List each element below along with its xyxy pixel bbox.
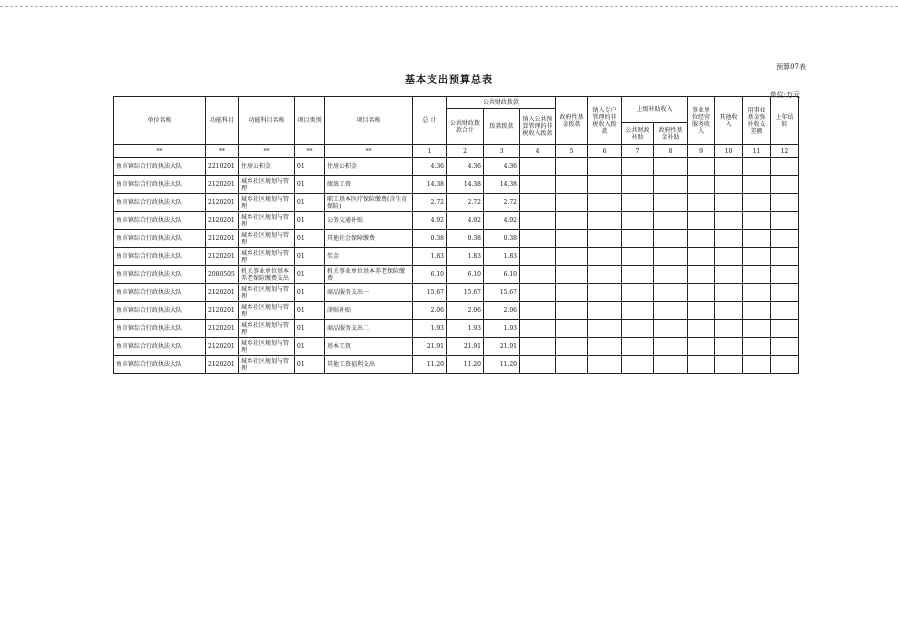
item-type-cell: 01 (295, 356, 325, 374)
func-code-cell: 2120201 (206, 356, 239, 374)
public-subtotal-cell: 6.10 (447, 266, 484, 284)
item-name-cell: 基本工资 (325, 338, 413, 356)
empty-cell (622, 356, 654, 374)
table-row (114, 338, 799, 356)
unit-name-cell: 鱼市镇综合行政执法大队 (114, 302, 206, 320)
empty-cell (520, 284, 556, 302)
empty-cell (654, 212, 688, 230)
empty-cell (715, 248, 743, 266)
empty-cell (588, 302, 622, 320)
unit-name-cell: 鱼市镇综合行政执法大队 (114, 356, 206, 374)
empty-cell (520, 230, 556, 248)
func-code-cell: 2120201 (206, 248, 239, 266)
func-code-cell: 2120201 (206, 230, 239, 248)
empty-cell (520, 356, 556, 374)
empty-cell (743, 320, 771, 338)
total-cell: 4.92 (413, 212, 447, 230)
empty-cell (520, 302, 556, 320)
header-fund-balance: 用事业基金弥补收支差额 (743, 97, 771, 145)
empty-cell (771, 212, 799, 230)
empty-cell (622, 176, 654, 194)
appropriation-cell: 2.06 (484, 302, 520, 320)
empty-cell (622, 230, 654, 248)
total-cell: 1.83 (413, 248, 447, 266)
total-cell: 6.10 (413, 266, 447, 284)
empty-cell (743, 248, 771, 266)
index-cell: 1 (413, 145, 447, 158)
public-subtotal-cell: 1.93 (447, 320, 484, 338)
empty-cell (688, 302, 715, 320)
table-row (114, 320, 799, 338)
empty-cell (520, 266, 556, 284)
func-code-cell: 2080505 (206, 266, 239, 284)
header-other-income: 其他收入 (715, 97, 743, 145)
empty-cell (743, 302, 771, 320)
empty-cell (556, 248, 588, 266)
table-row (114, 248, 799, 266)
public-subtotal-cell: 4.92 (447, 212, 484, 230)
table-row (114, 302, 799, 320)
index-cell: ** (239, 145, 295, 158)
empty-cell (715, 176, 743, 194)
empty-cell (688, 176, 715, 194)
index-cell: ** (325, 145, 413, 158)
empty-cell (654, 176, 688, 194)
empty-cell (556, 302, 588, 320)
item-type-cell: 01 (295, 248, 325, 266)
page-title: 基本支出预算总表 (405, 75, 493, 86)
public-subtotal-cell: 0.38 (447, 230, 484, 248)
empty-cell (688, 248, 715, 266)
empty-cell (556, 356, 588, 374)
empty-cell (688, 266, 715, 284)
empty-cell (654, 194, 688, 212)
empty-cell (688, 338, 715, 356)
index-cell: 5 (556, 145, 588, 158)
empty-cell (715, 284, 743, 302)
item-name-cell: 津贴补贴 (325, 302, 413, 320)
func-name-cell: 城乡社区规划与管理 (239, 248, 295, 266)
header-appropriation: 拨款拨款 (484, 109, 520, 145)
index-cell: 10 (715, 145, 743, 158)
total-cell: 15.67 (413, 284, 447, 302)
table-row (114, 158, 799, 176)
empty-cell (771, 302, 799, 320)
item-name-cell: 职工基本医疗保险缴费(含生育保险) (325, 194, 413, 212)
empty-cell (588, 320, 622, 338)
empty-cell (771, 194, 799, 212)
empty-cell (588, 212, 622, 230)
empty-cell (520, 338, 556, 356)
appropriation-cell: 6.10 (484, 266, 520, 284)
header-func-code: 功能科目 (206, 97, 239, 145)
unit-label: 单位:万元 (769, 91, 800, 99)
empty-cell (771, 284, 799, 302)
item-type-cell: 01 (295, 284, 325, 302)
appropriation-cell: 0.38 (484, 230, 520, 248)
public-subtotal-cell: 2.06 (447, 302, 484, 320)
empty-cell (588, 284, 622, 302)
empty-cell (715, 230, 743, 248)
table-row (114, 176, 799, 194)
unit-name-cell: 鱼市镇综合行政执法大队 (114, 266, 206, 284)
index-cell: 8 (654, 145, 688, 158)
item-name-cell: 其他工资福利支出 (325, 356, 413, 374)
empty-cell (556, 176, 588, 194)
empty-cell (654, 266, 688, 284)
func-name-cell: 城乡社区规划与管理 (239, 176, 295, 194)
empty-cell (715, 266, 743, 284)
public-subtotal-cell: 2.72 (447, 194, 484, 212)
appropriation-cell: 14.38 (484, 176, 520, 194)
total-cell: 0.38 (413, 230, 447, 248)
header-superior-public: 公共财政补助 (622, 123, 654, 145)
func-name-cell: 城乡社区规划与管理 (239, 194, 295, 212)
appropriation-cell: 21.91 (484, 338, 520, 356)
empty-cell (715, 320, 743, 338)
empty-cell (556, 338, 588, 356)
empty-cell (588, 338, 622, 356)
total-cell: 2.72 (413, 194, 447, 212)
item-name-cell: 商品服务支出二 (325, 320, 413, 338)
empty-cell (588, 266, 622, 284)
item-name-cell: 奖金 (325, 248, 413, 266)
index-cell: ** (114, 145, 206, 158)
item-type-cell: 01 (295, 176, 325, 194)
item-name-cell: 机关事业单位基本养老保险缴费 (325, 266, 413, 284)
empty-cell (715, 158, 743, 176)
func-name-cell: 城乡社区规划与管理 (239, 356, 295, 374)
item-name-cell: 其他社会保障缴费 (325, 230, 413, 248)
empty-cell (622, 266, 654, 284)
empty-cell (520, 194, 556, 212)
empty-cell (622, 320, 654, 338)
empty-cell (588, 356, 622, 374)
appropriation-cell: 11.20 (484, 356, 520, 374)
empty-cell (556, 266, 588, 284)
item-name-cell: 商品服务支出一 (325, 284, 413, 302)
public-subtotal-cell: 1.83 (447, 248, 484, 266)
empty-cell (622, 158, 654, 176)
total-cell: 21.91 (413, 338, 447, 356)
table-row (114, 230, 799, 248)
empty-cell (520, 158, 556, 176)
func-name-cell: 城乡社区规划与管理 (239, 212, 295, 230)
index-cell: 3 (484, 145, 520, 158)
empty-cell (556, 194, 588, 212)
empty-cell (715, 212, 743, 230)
func-name-cell: 城乡社区规划与管理 (239, 320, 295, 338)
header-gov-fund: 政府性基金拨款 (556, 97, 588, 145)
empty-cell (743, 158, 771, 176)
func-code-cell: 2120201 (206, 320, 239, 338)
empty-cell (715, 356, 743, 374)
appropriation-cell: 4.92 (484, 212, 520, 230)
table-body (114, 158, 799, 374)
table-row (114, 356, 799, 374)
table-row (114, 266, 799, 284)
unit-name-cell: 鱼市镇综合行政执法大队 (114, 212, 206, 230)
empty-cell (520, 212, 556, 230)
doc-code: 预算07表 (776, 63, 806, 71)
header-unit-name: 单位名称 (114, 97, 206, 145)
func-name-cell: 机关事业单位基本养老保险缴费支出 (239, 266, 295, 284)
empty-cell (622, 284, 654, 302)
func-code-cell: 2120201 (206, 194, 239, 212)
func-code-cell: 2120201 (206, 212, 239, 230)
empty-cell (688, 284, 715, 302)
empty-cell (771, 248, 799, 266)
unit-name-cell: 鱼市镇综合行政执法大队 (114, 320, 206, 338)
empty-cell (556, 212, 588, 230)
index-cell: 9 (688, 145, 715, 158)
public-subtotal-cell: 15.67 (447, 284, 484, 302)
empty-cell (520, 176, 556, 194)
empty-cell (622, 194, 654, 212)
empty-cell (743, 356, 771, 374)
index-cell: 6 (588, 145, 622, 158)
empty-cell (743, 212, 771, 230)
table-row (114, 212, 799, 230)
empty-cell (622, 338, 654, 356)
empty-cell (688, 320, 715, 338)
public-subtotal-cell: 14.38 (447, 176, 484, 194)
empty-cell (654, 356, 688, 374)
appropriation-cell: 15.67 (484, 284, 520, 302)
unit-name-cell: 鱼市镇综合行政执法大队 (114, 248, 206, 266)
empty-cell (588, 176, 622, 194)
header-superior-subsidy: 上级补助收入 (622, 97, 688, 123)
item-type-cell: 01 (295, 338, 325, 356)
total-cell: 4.36 (413, 158, 447, 176)
unit-name-cell: 鱼市镇综合行政执法大队 (114, 230, 206, 248)
public-subtotal-cell: 11.20 (447, 356, 484, 374)
empty-cell (688, 356, 715, 374)
header-public-subtotal: 公共财政拨款合计 (447, 109, 484, 145)
empty-cell (743, 266, 771, 284)
func-name-cell: 住房公积金 (239, 158, 295, 176)
header-superior-fund: 政府性基金补助 (654, 123, 688, 145)
empty-cell (688, 212, 715, 230)
index-cell: ** (206, 145, 239, 158)
appropriation-cell: 2.72 (484, 194, 520, 212)
empty-cell (715, 194, 743, 212)
empty-cell (654, 338, 688, 356)
empty-cell (556, 284, 588, 302)
empty-cell (771, 176, 799, 194)
empty-cell (654, 302, 688, 320)
empty-cell (771, 230, 799, 248)
empty-cell (588, 248, 622, 266)
empty-cell (771, 158, 799, 176)
func-code-cell: 2210201 (206, 158, 239, 176)
empty-cell (743, 176, 771, 194)
empty-cell (588, 230, 622, 248)
empty-cell (556, 230, 588, 248)
func-code-cell: 2120201 (206, 302, 239, 320)
empty-cell (743, 338, 771, 356)
empty-cell (688, 158, 715, 176)
public-subtotal-cell: 21.91 (447, 338, 484, 356)
empty-cell (588, 158, 622, 176)
item-type-cell: 01 (295, 212, 325, 230)
empty-cell (771, 338, 799, 356)
empty-cell (743, 230, 771, 248)
budget-table (113, 96, 799, 374)
header-fiscal-special: 纳入专户管理的非税收入拨款 (588, 97, 622, 145)
item-type-cell: 01 (295, 158, 325, 176)
index-row (114, 145, 799, 158)
empty-cell (622, 212, 654, 230)
empty-cell (556, 320, 588, 338)
index-cell: 11 (743, 145, 771, 158)
unit-name-cell: 鱼市镇综合行政执法大队 (114, 338, 206, 356)
empty-cell (556, 158, 588, 176)
item-type-cell: 01 (295, 266, 325, 284)
func-name-cell: 城乡社区规划与管理 (239, 284, 295, 302)
index-cell: 7 (622, 145, 654, 158)
header-item-name: 项目名称 (325, 97, 413, 145)
header-public-budget: 公共财政拨款 (447, 97, 556, 109)
index-cell: 2 (447, 145, 484, 158)
func-code-cell: 2120201 (206, 176, 239, 194)
empty-cell (654, 230, 688, 248)
scan-edge-line (0, 6, 898, 7)
header-special-account: 纳入公共预算管理的非税收入拨款 (520, 109, 556, 145)
total-cell: 11.20 (413, 356, 447, 374)
appropriation-cell: 1.83 (484, 248, 520, 266)
total-cell: 2.06 (413, 302, 447, 320)
empty-cell (715, 302, 743, 320)
total-cell: 1.93 (413, 320, 447, 338)
item-name-cell: 绩效工资 (325, 176, 413, 194)
empty-cell (520, 320, 556, 338)
empty-cell (771, 320, 799, 338)
header-carryover: 上年结转 (771, 97, 799, 145)
empty-cell (654, 284, 688, 302)
index-cell: 4 (520, 145, 556, 158)
empty-cell (622, 302, 654, 320)
header-business-income: 事业单位经营服务收入 (688, 97, 715, 145)
func-code-cell: 2120201 (206, 338, 239, 356)
empty-cell (715, 338, 743, 356)
empty-cell (771, 266, 799, 284)
empty-cell (688, 194, 715, 212)
unit-name-cell: 鱼市镇综合行政执法大队 (114, 284, 206, 302)
empty-cell (654, 158, 688, 176)
item-type-cell: 01 (295, 320, 325, 338)
item-type-cell: 01 (295, 302, 325, 320)
empty-cell (622, 248, 654, 266)
empty-cell (654, 248, 688, 266)
table-row (114, 194, 799, 212)
item-type-cell: 01 (295, 230, 325, 248)
appropriation-cell: 4.36 (484, 158, 520, 176)
index-cell: 12 (771, 145, 799, 158)
unit-name-cell: 鱼市镇综合行政执法大队 (114, 158, 206, 176)
header-total: 总 计 (413, 97, 447, 145)
empty-cell (743, 284, 771, 302)
appropriation-cell: 1.93 (484, 320, 520, 338)
empty-cell (743, 194, 771, 212)
header-item-type: 项目类别 (295, 97, 325, 145)
header-func-name: 功能科目名称 (239, 97, 295, 145)
empty-cell (520, 248, 556, 266)
empty-cell (654, 320, 688, 338)
unit-name-cell: 鱼市镇综合行政执法大队 (114, 194, 206, 212)
func-code-cell: 2120201 (206, 284, 239, 302)
item-name-cell: 公务交通补贴 (325, 212, 413, 230)
func-name-cell: 城乡社区规划与管理 (239, 230, 295, 248)
empty-cell (588, 194, 622, 212)
item-name-cell: 住房公积金 (325, 158, 413, 176)
empty-cell (688, 230, 715, 248)
total-cell: 14.38 (413, 176, 447, 194)
index-cell: ** (295, 145, 325, 158)
func-name-cell: 城乡社区规划与管理 (239, 338, 295, 356)
empty-cell (771, 356, 799, 374)
func-name-cell: 城乡社区规划与管理 (239, 302, 295, 320)
unit-name-cell: 鱼市镇综合行政执法大队 (114, 176, 206, 194)
public-subtotal-cell: 4.36 (447, 158, 484, 176)
table-row (114, 284, 799, 302)
item-type-cell: 01 (295, 194, 325, 212)
